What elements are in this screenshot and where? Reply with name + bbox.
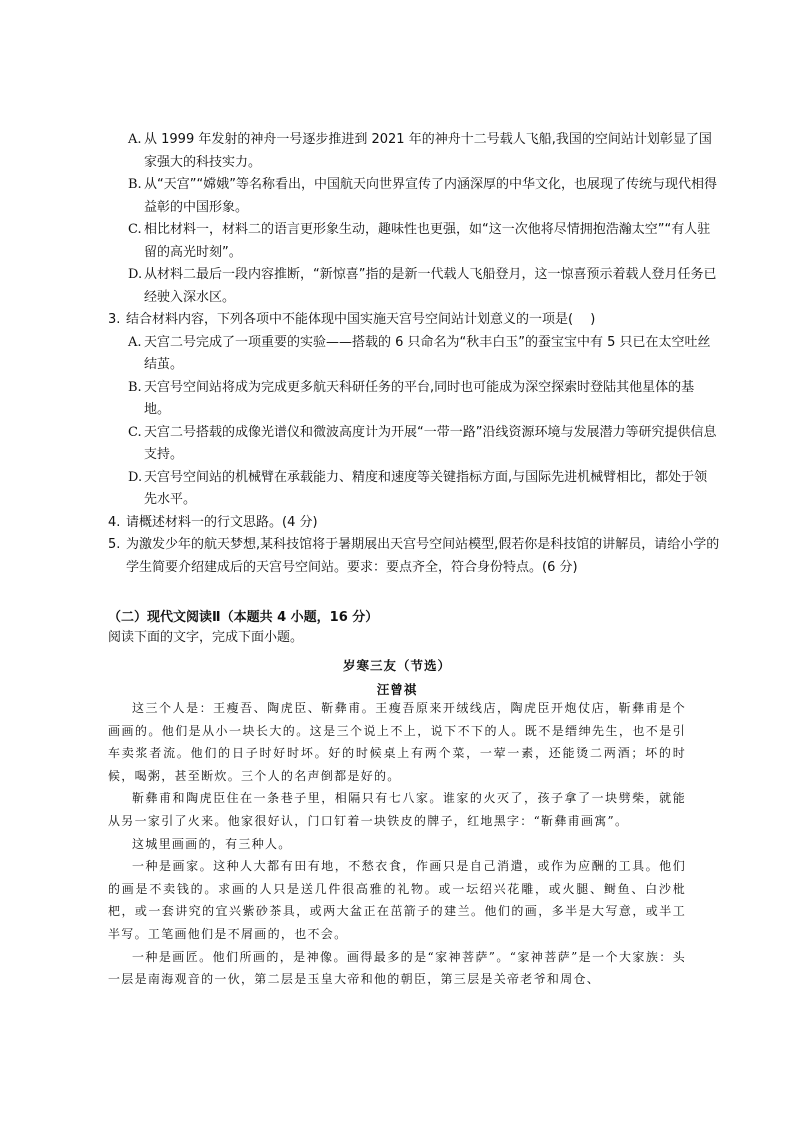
option-label: C. xyxy=(128,222,142,237)
option-label: A. xyxy=(128,132,142,147)
option-label: D. xyxy=(128,267,143,282)
option-text: 天宫二号完成了一项重要的实验——搭载的 6 只命名为“秋丰白玉”的蚕宝宝中有 5 只已在太空吐丝结茧。 xyxy=(144,334,711,372)
option-text: 天宫二号搭载的成像光谱仪和微波高度计为开展“一带一路”沿线资源环境与发展潜力等研究提供信息支持。 xyxy=(144,424,717,462)
option-text: 从“天宫”“嫦娥”等名称看出，中国航天向世界宣传了内涵深厚的中华文化，也展现了传统与现代相得益彰的中国形象。 xyxy=(144,177,717,215)
q3-option-b xyxy=(120,377,720,422)
question-2-options xyxy=(108,129,720,579)
section-instruction: 阅读下面的文字，完成下面小题。 xyxy=(108,630,304,645)
q3-option-a xyxy=(120,332,720,377)
story-paragraph: 一种是画匠。他们所画的，是神像。画得最多的是“家神菩萨”。“家神菩萨”是一个大家族：头一层是南海观音的一伙，第二层是玉皇大帝和他的朝臣，第三层是关帝老爷和周仓、 xyxy=(108,949,686,987)
story-body xyxy=(108,697,686,991)
option-label: C. xyxy=(128,424,142,440)
q2-option-a xyxy=(120,129,720,174)
question-number: 4. xyxy=(108,514,121,530)
q2-option-b xyxy=(120,174,720,219)
q3-option-d xyxy=(120,467,720,512)
question-number: 3. xyxy=(108,312,121,327)
question-5 xyxy=(108,534,720,579)
story-paragraph: 这城里画画的，有三种人。 xyxy=(132,836,292,851)
option-text: 天宫号空间站将成为完成更多航天科研任务的平台,同时也可能成为深空探索时登陆其他星体的基地。 xyxy=(144,379,695,417)
question-stem: 为激发少年的航天梦想,某科技馆将于暑期展出天宫号空间站模型,假若你是科技馆的讲解员，请给小学的学生简要介绍建成后的天宫号空间站。要求：要点齐全，符合身份特点。(6 分) xyxy=(126,537,720,575)
option-label: B. xyxy=(128,177,142,192)
q2-option-d xyxy=(120,264,720,309)
story-author: 汪曾祺 xyxy=(376,682,418,697)
story-paragraph: 靳彝甫和陶虎臣住在一条巷子里，相隔只有七八家。谁家的火灭了，孩子拿了一块劈柴，就能从另一家引了火来。他家很好认，门口钉着一块铁皮的牌子，红地黑字：“靳彝甫画寓”。 xyxy=(108,791,686,828)
section-title: （二）现代文阅读Ⅱ（本题共 4 小题，16 分） xyxy=(108,610,379,625)
story-title: 岁寒三友（节选） xyxy=(342,658,451,673)
story-paragraph: 这三个人是：王瘦吾、陶虎臣、靳彝甫。王瘦吾原来开绒线店，陶虎臣开炮仗店，靳彝甫是个画画的。他们是从小一块长大的。这是三个说上不上，说下不下的人。既不是缙绅先生，也不是引车卖浆者流。他们的日子时好时坏。好的时候桌上有两个菜，一荤一素，还能烫二两酒；坏的时候，喝粥，甚至断炊。三个人的名声倒都是好的。 xyxy=(108,701,686,783)
option-label: A. xyxy=(128,334,142,350)
q3-option-c xyxy=(120,422,720,467)
option-text: 从 1999 年发射的神舟一号逐步推进到 2021 年的神舟十二号载人飞船,我国的空间站计划彰显了国家强大的科技实力。 xyxy=(144,132,712,170)
q2-option-c xyxy=(120,219,720,264)
story-paragraph: 一种是画家。这种人大都有田有地，不愁衣食，作画只是自己消遣，或作为应酬的工具。他们的画是不卖钱的。求画的人只是送几件很高雅的礼物。或一坛绍兴花雕，或火腿、鲥鱼、白沙枇杷，或一套讲究的宜兴紫砂茶具，或两大盆正在茁箭子的建兰。他们的画，多半是大写意，或半工半写。工笔画他们是不屑画的，也不会。 xyxy=(108,859,686,941)
option-text: 从材料二最后一段内容推断，“新惊喜”指的是新一代载人飞船登月，这一惊喜预示着载人登月任务已经驶入深水区。 xyxy=(144,267,717,305)
section-2-header xyxy=(108,608,708,648)
option-label: D. xyxy=(128,469,143,485)
question-3 xyxy=(108,309,720,332)
option-label: B. xyxy=(128,379,142,395)
option-text: 相比材料一，材料二的语言更形象生动，趣味性也更强，如“这一次他将尽情拥抱浩瀚太空”“有人驻留的高光时刻”。 xyxy=(144,222,711,260)
question-stem: 请概述材料一的行文思路。(4 分) xyxy=(126,514,318,530)
question-number: 5. xyxy=(108,537,121,552)
option-text: 天宫号空间站的机械臂在承载能力、精度和速度等关键指标方面,与国际先进机械臂相比，都处于领先水平。 xyxy=(144,469,708,507)
question-4 xyxy=(108,512,720,535)
question-stem: 结合材料内容，下列各项中不能体现中国实施天宫号空间站计划意义的一项是( ) xyxy=(126,312,596,327)
